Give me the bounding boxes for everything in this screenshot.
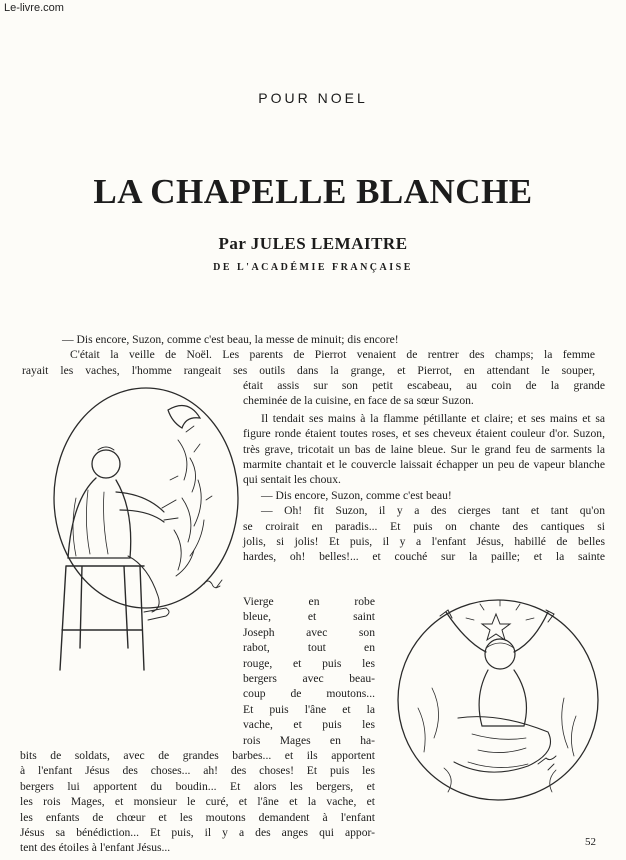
section-kicker: POUR NOEL — [258, 90, 368, 106]
text-block-bottom — [20, 748, 375, 856]
text-line: jolis, si jolis! Et puis, il y a l'enfant Jésus, habillé de belles — [243, 535, 605, 549]
text-line: les enfants de chœur et les moutons demandent à l'enfant — [20, 810, 375, 824]
text-line: coup de moutons... — [243, 687, 375, 701]
text-line: les rois Mages, et monsieur le curé, et l'âne et la vache, et — [20, 795, 375, 809]
byline: Par JULES LEMAITRE — [218, 234, 408, 253]
text-line: bergers avec beau- — [243, 672, 375, 686]
text-line: bleue, et saint — [243, 610, 375, 624]
paragraph: Il tendait ses mains à la flamme pétillante et claire; et ses mains et sa figure ronde étaient toutes roses, et ses cheveux étaient couleur d'or. Suzon, très grave, tricotait un bas de laine bleue. Sur le grand feu de sarments la marmite chantait et le couvercle laissait échapper un peu de vapeur blanche qui sentait les choux. — [243, 411, 605, 487]
illustration-infant-jesus — [388, 588, 610, 823]
text-line: hardes, oh! belles!... et couché sur la paille; et la sainte — [243, 550, 605, 564]
text-line: rabot, tout en — [243, 641, 375, 655]
text-line: — Dis encore, Suzon, comme c'est beau, la messe de minuit; dis encore! — [62, 333, 399, 346]
text-block-top — [22, 332, 595, 378]
text-line: Joseph avec son — [243, 625, 375, 639]
text-line: Et puis l'âne et la — [243, 702, 375, 716]
text-block-right — [243, 378, 605, 565]
text-line: cheminée de la cuisine, en face de sa sœur Suzon. — [243, 394, 474, 408]
text-line: rayait les vaches, l'homme rangeait ses outils dans la grange, et Pierrot, en attendant le souper, — [22, 363, 595, 377]
text-line: rouge, et puis les — [243, 656, 375, 670]
text-line: bits de soldats, avec de grandes barbes... et ils apportent — [20, 749, 375, 762]
illustration-boy-by-fire — [28, 380, 243, 680]
text-line: vache, et puis les — [243, 718, 375, 732]
text-line: tent des étoiles à l'enfant Jésus... — [20, 841, 171, 855]
article-title: LA CHAPELLE BLANCHE — [93, 172, 533, 211]
text-line: C'était la veille de Noël. Les parents de Pierrot venaient de rentrer des champs; la femme — [70, 348, 595, 362]
text-line: bergers lui apportent du boudin... Et alors les bergers, et — [20, 779, 375, 793]
text-line: — Oh! fit Suzon, il y a des cierges tant et tant qu'on — [261, 504, 605, 518]
text-line: était assis sur son petit escabeau, au coin de la grande — [243, 379, 605, 392]
text-line: à l'enfant Jésus des choses... ah! des choses! Et puis les — [20, 764, 375, 778]
text-line: Jésus sa bénédiction... Et puis, il y a des anges qui appor- — [20, 826, 375, 840]
text-line: se croirait en paradis... Et puis on chante des cantiques si — [243, 519, 605, 533]
text-line: Vierge en robe — [243, 595, 375, 608]
paragraph: — Dis encore, Suzon, comme c'est beau! — [261, 488, 452, 502]
text-block-narrow — [243, 594, 375, 748]
watermark: Le-livre.com — [4, 2, 64, 14]
text-line: rois Mages en ha- — [243, 733, 375, 747]
page-number: 52 — [585, 836, 596, 848]
author-affiliation: DE L'ACADÉMIE FRANÇAISE — [213, 262, 413, 273]
